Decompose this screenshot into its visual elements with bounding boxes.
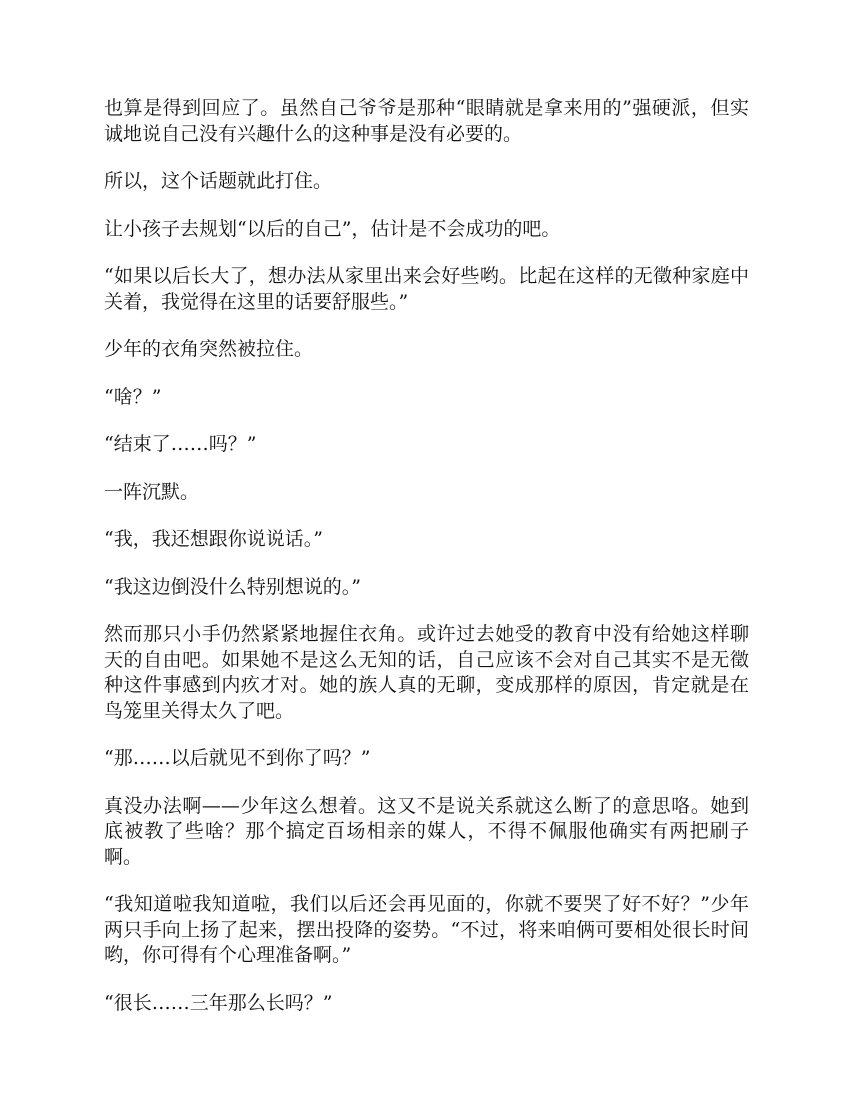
paragraph-2: 所以，这个话题就此打住。 (104, 170, 333, 192)
paragraph-8: 一阵沉默。 (104, 480, 200, 503)
paragraph-15: “很长……三年那么长吗？” (104, 991, 333, 1014)
paragraph-4: “如果以后长大了，想办法从家里出来会好些哟。比起在这样的无徵种家庭中关着，我觉得在这里的话要舒服些。” (104, 265, 749, 313)
paragraph-5: 少年的衣角突然被拉住。 (104, 338, 314, 360)
paragraph-14: “我知道啦我知道啦，我们以后还会再见面的，你就不要哭了好不好？”少年两只手向上扬了起来，摆出投降的姿势。“不过，将来咱俩可要相处很长时间哟，你可得有个心理准备啊。” (104, 893, 749, 966)
paragraph-12: “那……以后就见不到你了吗？” (104, 747, 371, 769)
paragraph-3: 让小孩子去规划“以后的自己”，估计是不会成功的吧。 (104, 217, 561, 240)
paragraph-10: “我这边倒没什么特别想说的。” (104, 575, 361, 598)
paragraph-11: 然而那只小手仍然紧紧地握住衣角。或许过去她受的教育中没有给她这样聊天的自由吧。如果她不是这么无知的话，自己应该不会对自己其实不是无徵种这件事感到内疚才对。她的族人真的无聊，变成那样的原因，肯定就是在鸟笼里关得太久了吧。 (104, 623, 749, 722)
paragraph-13: 真没办法啊——少年这么想着。这又不是说关系就这么断了的意思咯。她到底被教了些啥？那个搞定百场相亲的媒人，不得不佩服他确实有两把刷子啊。 (104, 794, 749, 868)
paragraph-9: “我，我还想跟你说说话。” (104, 528, 323, 550)
paragraph-7: “结束了……吗？” (104, 433, 257, 455)
paragraph-6: “啥？” (104, 385, 162, 408)
document-page (104, 96, 749, 1038)
paragraph-1: 也算是得到回应了。虽然自己爷爷是那种“眼睛就是拿来用的”强硬派，但实诚地说自己没有兴趣什么的这种事是没有必要的。 (104, 97, 749, 145)
